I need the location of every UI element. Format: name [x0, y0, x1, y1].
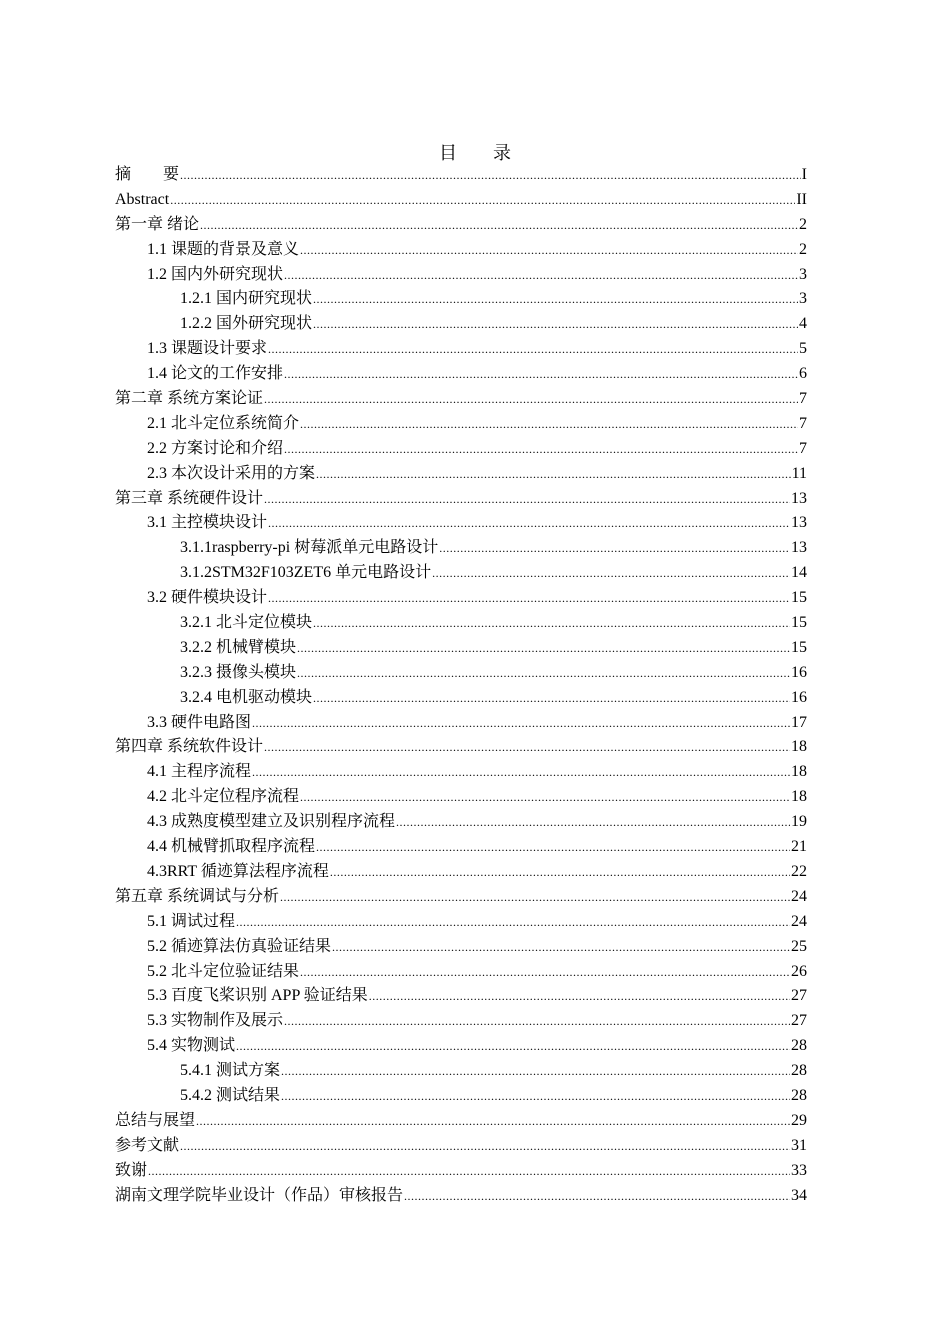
toc-dot-leader [252, 760, 790, 785]
toc-entry-label: 第二章 系统方案论证 [115, 390, 264, 408]
toc-entry[interactable] [115, 810, 807, 835]
toc-entry[interactable] [115, 511, 807, 536]
toc-dot-leader [180, 163, 801, 188]
toc-entry-page: 28 [791, 1086, 807, 1104]
toc-entry[interactable] [115, 1109, 807, 1134]
toc-entry-label: 5.3 百度飞桨识别 APP 验证结果 [147, 987, 368, 1005]
toc-entry-label: 1.1 课题的背景及意义 [147, 240, 300, 258]
toc-entry[interactable] [115, 1159, 807, 1184]
toc-entry-page: 17 [791, 713, 807, 731]
toc-entry-label: 第五章 系统调试与分析 [115, 887, 280, 905]
toc-entry-page: 21 [791, 838, 807, 856]
toc-entry-page: 7 [799, 439, 807, 457]
toc-entry[interactable] [115, 238, 807, 263]
toc-entry[interactable] [115, 1059, 807, 1084]
toc-dot-leader [297, 636, 790, 661]
toc-entry-label: 1.2 国内外研究现状 [147, 265, 284, 283]
toc-entry-label: 1.3 课题设计要求 [147, 340, 268, 358]
toc-dot-leader [300, 412, 798, 437]
toc-entry-label: 5.2 北斗定位验证结果 [147, 962, 300, 980]
toc-entry-page: I [801, 166, 807, 183]
toc-entry-page: 28 [791, 1062, 807, 1080]
toc-entry[interactable] [115, 487, 807, 512]
toc-entry-page: 14 [791, 564, 807, 582]
toc-entry-label: 4.3RRT 循迹算法程序流程 [147, 862, 329, 880]
toc-entry[interactable] [115, 885, 807, 910]
page-title [0, 139, 950, 165]
toc-entry[interactable] [115, 163, 807, 188]
toc-entry-page: 16 [791, 663, 807, 681]
toc-entry[interactable] [115, 910, 807, 935]
toc-entry-label: 3.1.1raspberry-pi 树莓派单元电路设计 [180, 539, 439, 557]
toc-dot-leader [313, 287, 798, 312]
toc-dot-leader [313, 611, 790, 636]
toc-entry-label: 1.2.2 国外研究现状 [180, 315, 313, 333]
toc-dot-leader [180, 1134, 790, 1159]
toc-entry-page: 24 [791, 912, 807, 930]
toc-entry-page: 27 [791, 1012, 807, 1030]
toc-entry-page: 13 [791, 489, 807, 507]
toc-entry-label: 4.3 成熟度模型建立及识别程序流程 [147, 813, 396, 831]
toc-dot-leader [332, 935, 790, 960]
toc-entry-label: 2.3 本次设计采用的方案 [147, 464, 316, 482]
toc-entry-page: 2 [799, 240, 807, 258]
toc-entry-page: 22 [791, 862, 807, 880]
toc-entry-page: 7 [799, 390, 807, 408]
toc-dot-leader [316, 462, 791, 487]
title-left: 目 [439, 143, 457, 163]
toc-entry[interactable] [115, 661, 807, 686]
toc-entry-label: 4.4 机械臂抓取程序流程 [147, 838, 316, 856]
toc-entry[interactable] [115, 462, 807, 487]
toc-dot-leader [236, 1034, 790, 1059]
toc-dot-leader [268, 511, 790, 536]
toc-entry[interactable] [115, 437, 807, 462]
toc-dot-leader [313, 312, 798, 337]
toc-entry[interactable] [115, 287, 807, 312]
toc-entry-label: 3.2 硬件模块设计 [147, 589, 268, 607]
toc-dot-leader [404, 1184, 790, 1209]
toc-dot-leader [268, 586, 790, 611]
toc-dot-leader [300, 238, 798, 263]
toc-entry[interactable] [115, 711, 807, 736]
toc-entry-label: 第一章 绪论 [115, 215, 200, 233]
toc-entry-page: II [796, 190, 807, 208]
toc-entry-label: 参考文献 [115, 1136, 180, 1154]
toc-dot-leader [369, 984, 790, 1009]
toc-dot-leader [252, 711, 790, 736]
toc-dot-leader [170, 188, 795, 213]
toc-dot-leader [148, 1159, 790, 1184]
toc-entry[interactable] [115, 561, 807, 586]
toc-entry-page: 11 [791, 464, 807, 482]
toc-entry[interactable] [115, 1009, 807, 1034]
toc-dot-leader [396, 810, 790, 835]
toc-entry[interactable] [115, 984, 807, 1009]
toc-entry-page: 6 [799, 365, 807, 383]
toc-entry-page: 15 [791, 589, 807, 607]
toc-entry[interactable] [115, 387, 807, 412]
toc-entry-label: 5.4.1 测试方案 [180, 1062, 281, 1080]
toc-entry[interactable] [115, 1084, 807, 1109]
toc-dot-leader [281, 1084, 790, 1109]
toc-entry-label: 1.2.1 国内研究现状 [180, 290, 313, 308]
toc-entry-page: 24 [791, 887, 807, 905]
toc-entry-label: 第四章 系统软件设计 [115, 738, 264, 756]
toc-entry-page: 13 [791, 514, 807, 532]
toc-entry[interactable] [115, 263, 807, 288]
toc-entry-label: 3.1 主控模块设计 [147, 514, 268, 532]
toc-entry-label: 2.2 方案讨论和介绍 [147, 439, 284, 457]
toc-dot-leader [432, 561, 790, 586]
toc-entry-page: 26 [791, 962, 807, 980]
toc-entry[interactable] [115, 1034, 807, 1059]
toc-entry-label: Abstract [115, 190, 170, 208]
toc-dot-leader [330, 860, 790, 885]
toc-entry-page: 29 [791, 1111, 807, 1129]
toc-entry-page: 16 [791, 688, 807, 706]
toc-dot-leader [264, 387, 798, 412]
toc-dot-leader [284, 362, 798, 387]
toc-entry[interactable] [115, 735, 807, 760]
toc-entry-page: 25 [791, 937, 807, 955]
toc-entry-label: 4.2 北斗定位程序流程 [147, 788, 300, 806]
toc-entry[interactable] [115, 188, 807, 213]
toc-entry[interactable] [115, 312, 807, 337]
toc-dot-leader [284, 1009, 790, 1034]
toc-entry-page: 28 [791, 1037, 807, 1055]
toc-entry-page: 18 [791, 763, 807, 781]
toc-entry-label: 致谢 [115, 1161, 148, 1179]
toc-entry[interactable] [115, 362, 807, 387]
toc-entry[interactable] [115, 536, 807, 561]
toc-entry[interactable] [115, 686, 807, 711]
toc-dot-leader [264, 487, 790, 512]
toc-entry[interactable] [115, 1134, 807, 1159]
toc-dot-leader [313, 686, 790, 711]
toc-entry[interactable] [115, 785, 807, 810]
toc-entry-label: 3.2.2 机械臂模块 [180, 638, 297, 656]
toc-entry-label: 3.2.4 电机驱动模块 [180, 688, 313, 706]
toc-entry[interactable] [115, 586, 807, 611]
toc-entry[interactable] [115, 636, 807, 661]
toc-entry-label: 5.4 实物测试 [147, 1037, 236, 1055]
toc-entry-label: 摘 要 [115, 166, 180, 183]
toc-entry-label: 4.1 主程序流程 [147, 763, 252, 781]
toc-dot-leader [316, 835, 790, 860]
toc-dot-leader [300, 785, 790, 810]
toc-entry[interactable] [115, 960, 807, 985]
toc-dot-leader [280, 885, 790, 910]
toc-dot-leader [284, 263, 798, 288]
toc-entry-label: 3.1.2STM32F103ZET6 单元电路设计 [180, 564, 432, 582]
toc-entry-label: 2.1 北斗定位系统简介 [147, 414, 300, 432]
toc-dot-leader [200, 213, 798, 238]
toc-entry-page: 18 [791, 738, 807, 756]
toc-entry[interactable] [115, 1184, 807, 1209]
toc-entry[interactable] [115, 935, 807, 960]
toc-entry-label: 5.3 实物制作及展示 [147, 1012, 284, 1030]
toc-dot-leader [284, 437, 798, 462]
toc-entry[interactable] [115, 611, 807, 636]
toc-entry[interactable] [115, 835, 807, 860]
toc-entry-page: 4 [799, 315, 807, 333]
toc-entry-page: 31 [791, 1136, 807, 1154]
toc-entry-label: 3.3 硬件电路图 [147, 713, 252, 731]
toc-dot-leader [268, 337, 798, 362]
toc-dot-leader [264, 735, 790, 760]
toc-entry-label: 湖南文理学院毕业设计（作品）审核报告 [115, 1186, 404, 1204]
toc-entry-page: 2 [799, 215, 807, 233]
toc-entry[interactable] [115, 760, 807, 785]
toc-entry-label: 5.1 调试过程 [147, 912, 236, 930]
toc-entry-page: 18 [791, 788, 807, 806]
title-right: 录 [493, 143, 511, 163]
toc-entry-label: 1.4 论文的工作安排 [147, 365, 284, 383]
toc-entry-page: 7 [799, 414, 807, 432]
toc-entry-label: 5.4.2 测试结果 [180, 1086, 281, 1104]
toc-entry[interactable] [115, 412, 807, 437]
toc-entry-page: 33 [791, 1161, 807, 1179]
toc-entry-page: 3 [799, 265, 807, 283]
toc-dot-leader [236, 910, 790, 935]
toc-dot-leader [439, 536, 790, 561]
toc-entry[interactable] [115, 860, 807, 885]
toc-dot-leader [196, 1109, 790, 1134]
toc-entry-label: 总结与展望 [115, 1111, 196, 1129]
toc-dot-leader [300, 960, 790, 985]
toc-entry-page: 13 [791, 539, 807, 557]
toc-entry-page: 19 [791, 813, 807, 831]
toc-entry-page: 15 [791, 638, 807, 656]
toc-entry-label: 5.2 循迹算法仿真验证结果 [147, 937, 332, 955]
toc-entry[interactable] [115, 337, 807, 362]
toc-entry-label: 3.2.1 北斗定位模块 [180, 614, 313, 632]
toc-entry-page: 27 [791, 987, 807, 1005]
toc-entry-page: 3 [799, 290, 807, 308]
toc-entry-page: 15 [791, 614, 807, 632]
toc-entry-page: 5 [799, 340, 807, 358]
toc-entry-label: 3.2.3 摄像头模块 [180, 663, 297, 681]
toc-entry-label: 第三章 系统硬件设计 [115, 489, 264, 507]
table-of-contents [115, 163, 807, 1208]
toc-dot-leader [281, 1059, 790, 1084]
toc-entry[interactable] [115, 213, 807, 238]
toc-entry-page: 34 [791, 1186, 807, 1204]
toc-dot-leader [297, 661, 790, 686]
